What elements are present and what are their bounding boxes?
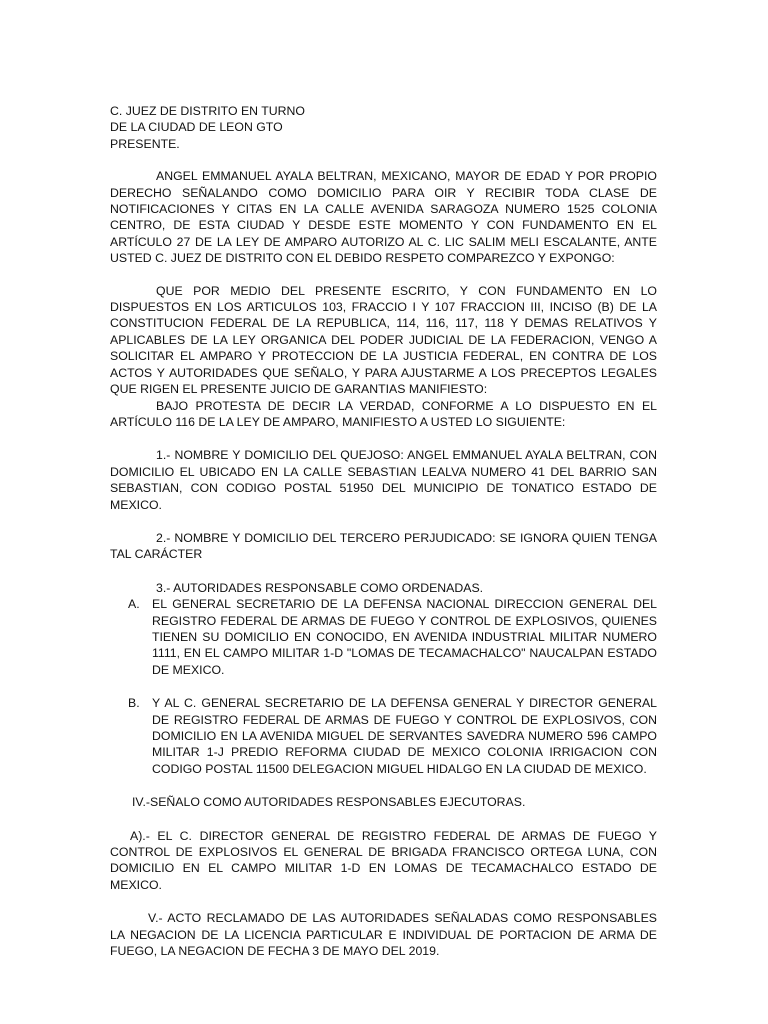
recipient-line-2: DE LA CIUDAD DE LEON GTO (110, 120, 283, 135)
item-4a-paragraph: A).- EL C. DIRECTOR GENERAL DE REGISTRO FEDERAL DE ARMAS DE FUEGO Y CONTROL DE EXPLOSIVOS EL GENERAL DE BRIGADA FRANCISCO ORTEGA LUNA, CON DOMICILIO EN EL CAMPO MILITAR 1-D EN LOMAS DE TECAMACHALCO ESTADO DE MEXICO. (110, 828, 657, 892)
recipient-line-3: PRESENTE. (110, 136, 180, 151)
purpose-paragraph: QUE POR MEDIO DEL PRESENTE ESCRITO, Y CON FUNDAMENTO EN LO DISPUESTOS EN LOS ARTICULOS 103, FRACCIO I Y 107 FRACCION III, INCISO (B) DE LA CONSTITUCION FEDERAL DE LA REPUBLICA, 114, 116, 117, 118 Y DEMAS RELATIVOS Y APLICABLES DE LA LEY ORGANICA DEL PODER JUDICIAL DE LA FEDERACION, VENGO A SOLICITAR EL AMPARO Y PROTECCION DE LA JUSTICIA FEDERAL, EN CONTRA DE LOS ACTOS Y AUTORIDADES QUE SEÑALO, Y PARA AJUSTARME A LOS PRECEPTOS LEGALES QUE RIGEN EL PRESENTE JUICIO DE GARANTIAS MANIFIESTO: (110, 283, 657, 397)
item-4-paragraph: IV.-SEÑALO COMO AUTORIDADES RESPONSABLES EJECUTORAS. (132, 795, 526, 810)
recipient-line-1: C. JUEZ DE DISTRITO EN TURNO (110, 104, 305, 118)
recipient-block (110, 103, 657, 152)
item-5-paragraph: V.- ACTO RECLAMADO DE LAS AUTORIDADES SEÑALADAS COMO RESPONSABLES LA NEGACION DE LA LICENCIA PARTICULAR E INDIVIDUAL DE PORTACION DE ARMA DE FUEGO, LA NEGACION DE FECHA 3 DE MAYO DEL 2019. (110, 911, 657, 959)
item-2-paragraph: 2.- NOMBRE Y DOMICILIO DEL TERCERO PERJUDICADO: SE IGNORA QUIEN TENGA TAL CARÁCTER (110, 530, 657, 562)
authorities-list-item (110, 695, 657, 777)
authorities-list (110, 596, 657, 777)
list-marker: B. (128, 696, 140, 711)
item-1-paragraph: 1.- NOMBRE Y DOMICILIO DEL QUEJOSO: ANGEL EMMANUEL AYALA BELTRAN, CON DOMICILIO EL UBICADO EN LA CALLE SEBASTIAN LEALVA NUMERO 41 DEL BARRIO SAN SEBASTIAN, CON CODIGO POSTAL 51950 DEL MUNICIPIO DE TONATICO ESTADO DE MEXICO. (110, 448, 657, 512)
oath-paragraph: BAJO PROTESTA DE DECIR LA VERDAD, CONFORME A LO DISPUESTO EN EL ARTÍCULO 116 DE LA LEY DE AMPARO, MANIFIESTO A USTED LO SIGUIENTE: (110, 398, 657, 429)
list-marker: A. (128, 597, 140, 612)
document-body (110, 103, 657, 959)
authorities-list-item (110, 596, 657, 678)
intro-paragraph: ANGEL EMMANUEL AYALA BELTRAN, MEXICANO, MAYOR DE EDAD Y POR PROPIO DERECHO SEÑALANDO COMO DOMICILIO PARA OIR Y RECIBIR TODA CLASE DE NOTIFICACIONES Y CITAS EN LA CALLE AVENIDA SARAGOZA NUMERO 1525 COLONIA CENTRO, DE ESTA CIUDAD Y DESDE ESTE MOMENTO Y CON FUNDAMENTO EN EL ARTÍCULO 27 DE LA LEY DE AMPARO AUTORIZO AL C. LIC SALIM MELI ESCALANTE, ANTE USTED C. JUEZ DE DISTRITO CON EL DEBIDO RESPETO COMPAREZCO Y EXPONGO: (110, 169, 657, 266)
list-item-text: Y AL C. GENERAL SECRETARIO DE LA DEFENSA GENERAL Y DIRECTOR GENERAL DE REGISTRO FEDERAL DE ARMAS DE FUEGO Y CONTROL DE EXPLOSIVOS, CON DOMICILIO EN LA AVENIDA MIGUEL DE SERVANTES SAVEDRA NUMERO 596 CAMPO MILITAR 1-J PREDIO REFORMA CIUDAD DE MEXICO COLONIA IRRIGACION CON CODIGO POSTAL 11500 DELEGACION MIGUEL HIDALGO EN LA CIUDAD DE MEXICO. (152, 696, 657, 776)
item-3-paragraph: 3.- AUTORIDADES RESPONSABLE COMO ORDENADAS. (156, 580, 484, 595)
list-item-text: EL GENERAL SECRETARIO DE LA DEFENSA NACIONAL DIRECCION GENERAL DEL REGISTRO FEDERAL DE ARMAS DE FUEGO Y CONTROL DE EXPLOSIVOS, QUIENES TIENEN SU DOMICILIO EN CONOCIDO, EN AVENIDA INDUSTRIAL MILITAR NUMERO 1111, EN EL CAMPO MILITAR 1-D "LOMAS DE TECAMACHALCO" NAUCALPAN ESTADO DE MEXICO. (152, 597, 657, 677)
